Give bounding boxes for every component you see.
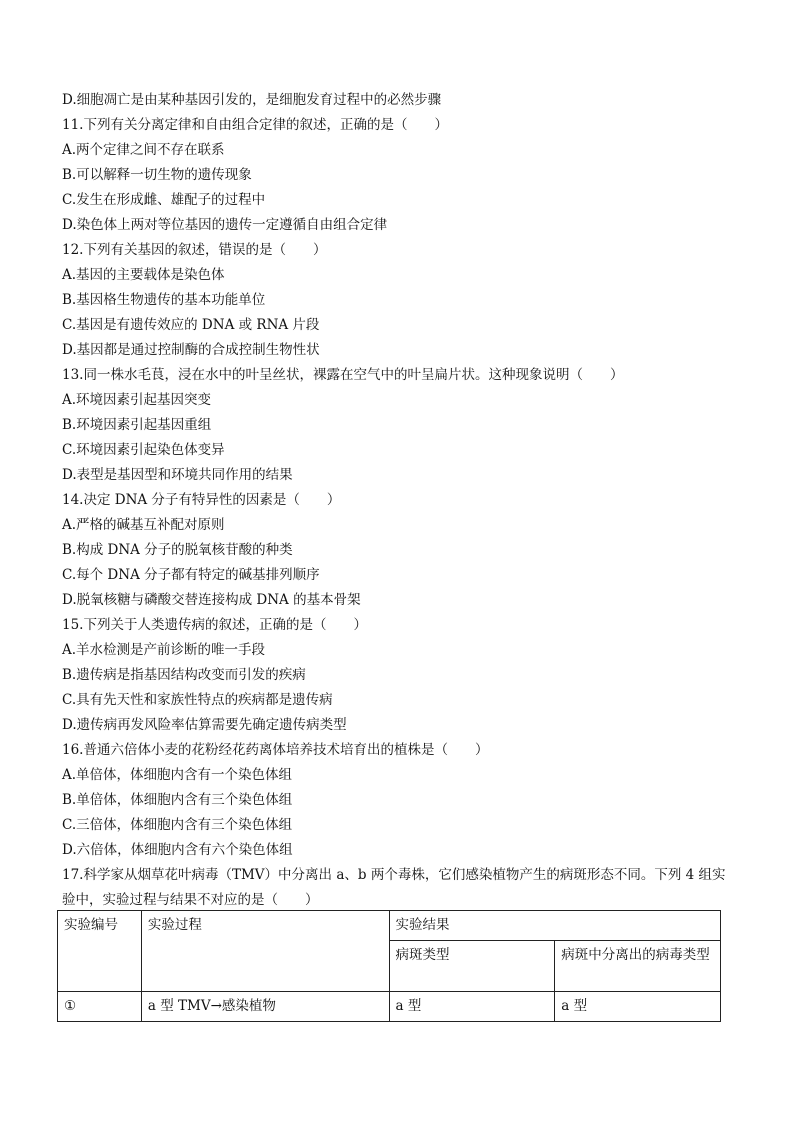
cell-isolated: a 型 xyxy=(555,992,721,1022)
option: D.脱氧核糖与磷酸交替连接构成 DNA 的基本骨架 xyxy=(62,592,361,608)
option: A.单倍体，体细胞内含有一个染色体组 xyxy=(62,767,293,783)
option: C.基因是有遗传效应的 DNA 或 RNA 片段 xyxy=(62,317,320,333)
option: D.六倍体，体细胞内含有六个染色体组 xyxy=(62,842,293,858)
header-spot-type: 病斑类型 xyxy=(389,941,555,992)
option: A.环境因素引起基因突变 xyxy=(62,392,212,408)
question-stem: 14.决定 DNA 分子有特异性的因素是（ ） xyxy=(62,492,341,508)
option: A.羊水检测是产前诊断的唯一手段 xyxy=(62,642,266,658)
header-experiment-id: 实验编号 xyxy=(58,911,142,992)
option: D.表型是基因型和环境共同作用的结果 xyxy=(62,467,293,483)
option: B.可以解释一切生物的遗传现象 xyxy=(62,167,252,183)
header-result: 实验结果 xyxy=(389,911,720,941)
option: C.具有先天性和家族性特点的疾病都是遗传病 xyxy=(62,692,333,708)
option: D.遗传病再发风险率估算需要先确定遗传病类型 xyxy=(62,717,347,733)
cell-process: a 型 TMV→感染植物 xyxy=(141,992,389,1022)
table-row xyxy=(58,992,721,1022)
question-stem: 16.普通六倍体小麦的花粉经花药离体培养技术培育出的植株是（ ） xyxy=(62,742,489,758)
question-text xyxy=(62,88,732,913)
option: B.遗传病是指基因结构改变而引发的疾病 xyxy=(62,667,306,683)
question-stem: 12.下列有关基因的叙述，错误的是（ ） xyxy=(62,242,327,258)
option: D.基因都是通过控制酶的合成控制生物性状 xyxy=(62,342,320,358)
question-stem: 17.科学家从烟草花叶病毒（TMV）中分离出 a、b 两个毒株，它们感染植物产生的病斑形态不同。下列 4 组实验中，实验过程与结果不对应的是（ ） xyxy=(62,867,726,908)
option: C.三倍体，体细胞内含有三个染色体组 xyxy=(62,817,293,833)
option: C.环境因素引起染色体变异 xyxy=(62,442,225,458)
option: A.基因的主要载体是染色体 xyxy=(62,267,225,283)
option: B.基因格生物遗传的基本功能单位 xyxy=(62,292,266,308)
option: B.环境因素引起基因重组 xyxy=(62,417,212,433)
option: B.单倍体，体细胞内含有三个染色体组 xyxy=(62,792,293,808)
experiment-table xyxy=(57,910,721,1022)
option: B.构成 DNA 分子的脱氧核苷酸的种类 xyxy=(62,542,293,558)
text-line: D.细胞凋亡是由某种基因引发的，是细胞发育过程中的必然步骤 xyxy=(62,92,442,108)
question-stem: 11.下列有关分离定律和自由组合定律的叙述，正确的是（ ） xyxy=(62,117,448,133)
option: D.染色体上两对等位基因的遗传一定遵循自由组合定律 xyxy=(62,217,388,233)
option: A.两个定律之间不存在联系 xyxy=(62,142,225,158)
header-process: 实验过程 xyxy=(141,911,389,992)
option: C.每个 DNA 分子都有特定的碱基排列顺序 xyxy=(62,567,320,583)
option: C.发生在形成雌、雄配子的过程中 xyxy=(62,192,266,208)
cell-spot: a 型 xyxy=(389,992,555,1022)
header-isolated-virus: 病斑中分离出的病毒类型 xyxy=(555,941,721,992)
cell-id: ① xyxy=(58,992,142,1022)
question-stem: 15.下列关于人类遗传病的叙述，正确的是（ ） xyxy=(62,617,367,633)
option: A.严格的碱基互补配对原则 xyxy=(62,517,225,533)
question-stem: 13.同一株水毛茛，浸在水中的叶呈丝状，裸露在空气中的叶呈扁片状。这种现象说明（ ） xyxy=(62,367,624,383)
